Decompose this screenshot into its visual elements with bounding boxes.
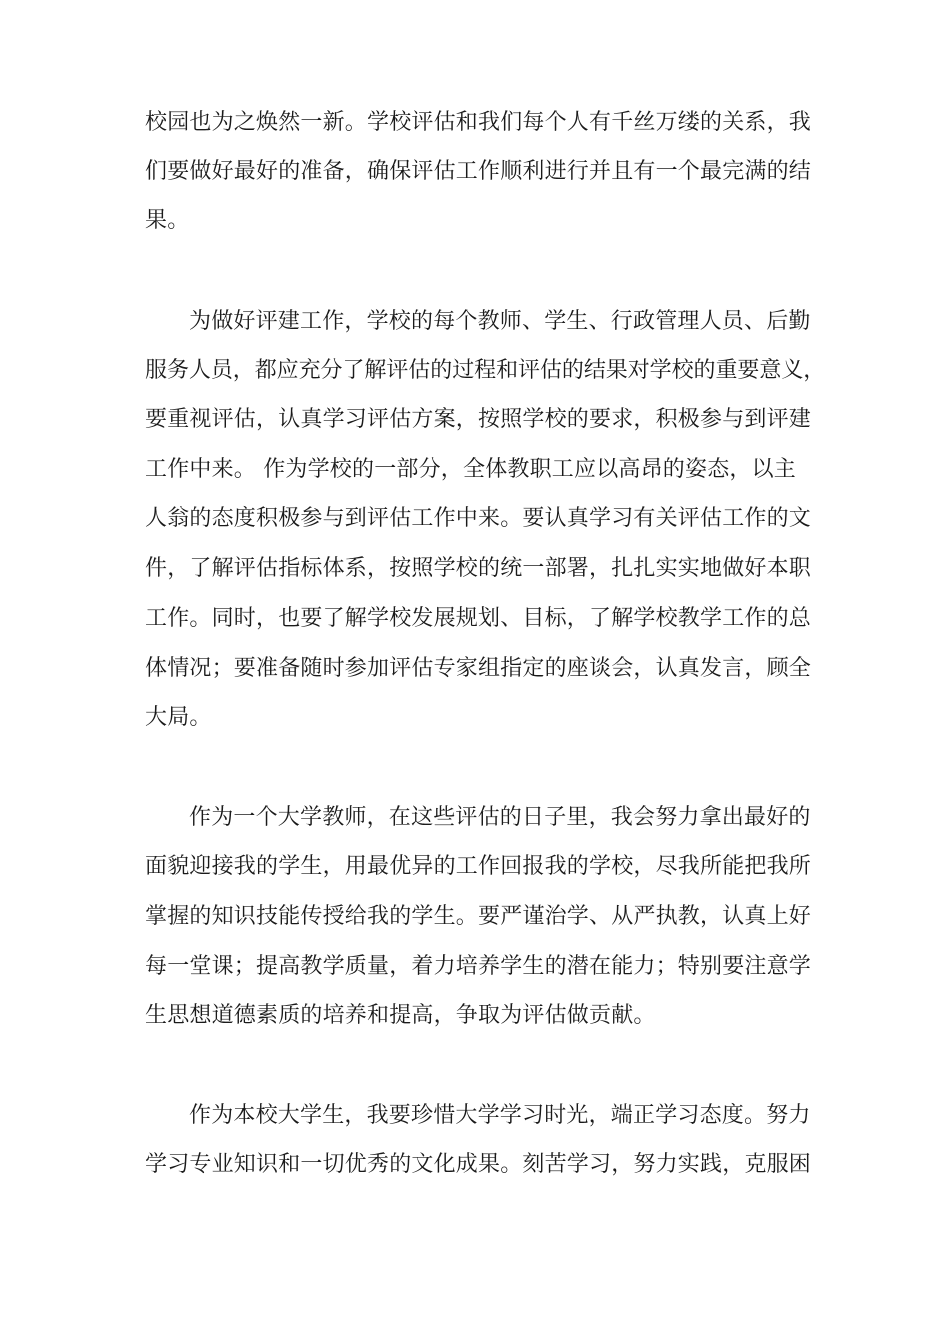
paragraph-2-line-1: 为做好评建工作，学校的每个教师、学生、行政管理人员、后勤: [189, 309, 811, 334]
paragraph-3-line-3: 掌握的知识技能传授给我的学生。要严谨治学、从严执教，认真上好: [145, 904, 812, 929]
paragraph-3-line-1: 作为一个大学教师，在这些评估的日子里，我会努力拿出最好的: [189, 805, 811, 830]
paragraph-2-line-6: 件，了解评估指标体系，按照学校的统一部署，扎扎实实地做好本职: [145, 556, 812, 581]
paragraph-2-line-2: 服务人员，都应充分了解评估的过程和评估的结果对学校的重要意义，: [145, 358, 826, 383]
paragraph-2-line-8: 体情况；要准备随时参加评估专家组指定的座谈会，认真发言，顾全: [145, 656, 812, 681]
paragraph-1-line-2: 们要做好最好的准备，确保评估工作顺利进行并且有一个最完满的结: [145, 159, 812, 184]
paragraph-1-line-3: 果。: [145, 208, 190, 233]
paragraph-4-line-1: 作为本校大学生，我要珍惜大学学习时光，端正学习态度。努力: [189, 1103, 811, 1128]
paragraph-1-line-1: 校园也为之焕然一新。学校评估和我们每个人有千丝万缕的关系，我: [145, 110, 812, 135]
paragraph-3-line-5: 生思想道德素质的培养和提高，争取为评估做贡献。: [145, 1003, 656, 1028]
paragraph-3-line-2: 面貌迎接我的学生，用最优异的工作回报我的学校，尽我所能把我所: [145, 854, 812, 879]
paragraph-2-line-3: 要重视评估，认真学习评估方案，按照学校的要求，积极参与到评建: [145, 407, 812, 432]
paragraph-4-line-2: 学习专业知识和一切优秀的文化成果。刻苦学习，努力实践，克服困: [145, 1152, 812, 1177]
paragraph-3-line-4: 每一堂课；提高教学质量，着力培养学生的潜在能力；特别要注意学: [145, 954, 812, 979]
paragraph-2-line-7: 工作。同时，也要了解学校发展规划、目标，了解学校教学工作的总: [145, 606, 812, 631]
paragraph-2-line-4: 工作中来。 作为学校的一部分，全体教职工应以高昂的姿态，以主: [145, 457, 796, 482]
paragraph-2-line-9: 大局。: [145, 705, 212, 730]
paragraph-2-line-5: 人翁的态度积极参与到评估工作中来。要认真学习有关评估工作的文: [145, 506, 812, 531]
